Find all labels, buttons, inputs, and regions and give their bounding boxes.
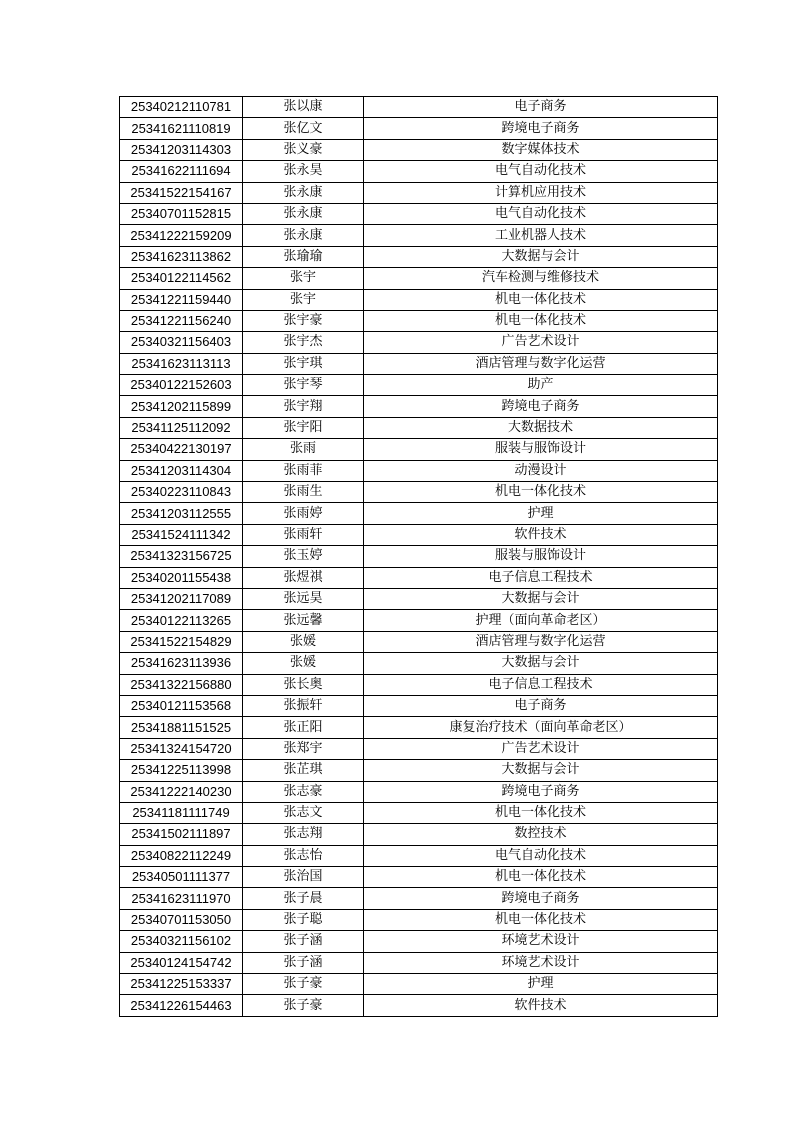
student-id-cell: 25341202117089	[120, 588, 243, 609]
student-id-cell: 25341623113936	[120, 653, 243, 674]
student-name-cell: 张宇杰	[243, 332, 364, 353]
table-row	[120, 760, 718, 781]
table-row	[120, 161, 718, 182]
table-row	[120, 781, 718, 802]
table-row	[120, 995, 718, 1016]
major-cell: 动漫设计	[364, 460, 718, 481]
major-cell: 机电一体化技术	[364, 482, 718, 503]
student-id-cell: 25341322156880	[120, 674, 243, 695]
table-row	[120, 546, 718, 567]
major-cell: 大数据与会计	[364, 588, 718, 609]
major-cell: 广告艺术设计	[364, 332, 718, 353]
student-id-cell: 25340321156102	[120, 931, 243, 952]
student-id-cell: 25341522154167	[120, 182, 243, 203]
table-row	[120, 567, 718, 588]
table-row	[120, 460, 718, 481]
table-row	[120, 503, 718, 524]
major-cell: 机电一体化技术	[364, 802, 718, 823]
student-id-cell: 25341623113113	[120, 353, 243, 374]
student-id-cell: 25341181111749	[120, 802, 243, 823]
major-cell: 电气自动化技术	[364, 203, 718, 224]
table-row	[120, 588, 718, 609]
major-cell: 机电一体化技术	[364, 310, 718, 331]
student-name-cell: 张志怡	[243, 845, 364, 866]
major-cell: 酒店管理与数字化运营	[364, 631, 718, 652]
student-roster-table	[119, 96, 718, 1017]
student-id-cell: 25341125112092	[120, 417, 243, 438]
major-cell: 跨境电子商务	[364, 888, 718, 909]
table-row	[120, 268, 718, 289]
student-name-cell: 张芷琪	[243, 760, 364, 781]
major-cell: 大数据技术	[364, 417, 718, 438]
student-id-cell: 25341522154829	[120, 631, 243, 652]
major-cell: 跨境电子商务	[364, 396, 718, 417]
table-row	[120, 802, 718, 823]
table-row	[120, 182, 718, 203]
major-cell: 电气自动化技术	[364, 161, 718, 182]
table-row	[120, 674, 718, 695]
table-row	[120, 631, 718, 652]
roster-body	[120, 97, 718, 1017]
student-name-cell: 张雨婷	[243, 503, 364, 524]
table-row	[120, 867, 718, 888]
table-row	[120, 824, 718, 845]
student-id-cell: 25341203112555	[120, 503, 243, 524]
student-name-cell: 张永康	[243, 225, 364, 246]
table-row	[120, 439, 718, 460]
student-id-cell: 25341502111897	[120, 824, 243, 845]
major-cell: 环境艺术设计	[364, 931, 718, 952]
major-cell: 大数据与会计	[364, 760, 718, 781]
student-id-cell: 25340701153050	[120, 909, 243, 930]
major-cell: 跨境电子商务	[364, 781, 718, 802]
student-id-cell: 25340122152603	[120, 375, 243, 396]
student-id-cell: 25340223110843	[120, 482, 243, 503]
student-name-cell: 张宇琪	[243, 353, 364, 374]
major-cell: 服装与服饰设计	[364, 546, 718, 567]
student-name-cell: 张雨菲	[243, 460, 364, 481]
student-id-cell: 25341524111342	[120, 524, 243, 545]
student-name-cell: 张振轩	[243, 695, 364, 716]
table-row	[120, 310, 718, 331]
major-cell: 软件技术	[364, 995, 718, 1016]
student-name-cell: 张义豪	[243, 139, 364, 160]
student-id-cell: 25340422130197	[120, 439, 243, 460]
student-id-cell: 25341226154463	[120, 995, 243, 1016]
student-name-cell: 张子涵	[243, 931, 364, 952]
student-name-cell: 张宇琴	[243, 375, 364, 396]
student-id-cell: 25341221159440	[120, 289, 243, 310]
table-row	[120, 246, 718, 267]
student-id-cell: 25341202115899	[120, 396, 243, 417]
student-name-cell: 张雨	[243, 439, 364, 460]
table-row	[120, 610, 718, 631]
table-row	[120, 289, 718, 310]
student-name-cell: 张志翔	[243, 824, 364, 845]
major-cell: 助产	[364, 375, 718, 396]
major-cell: 酒店管理与数字化运营	[364, 353, 718, 374]
table-row	[120, 888, 718, 909]
table-row	[120, 139, 718, 160]
student-id-cell: 25341222159209	[120, 225, 243, 246]
student-name-cell: 张远馨	[243, 610, 364, 631]
table-row	[120, 353, 718, 374]
student-name-cell: 张长奥	[243, 674, 364, 695]
table-row	[120, 225, 718, 246]
major-cell: 计算机应用技术	[364, 182, 718, 203]
major-cell: 电子信息工程技术	[364, 674, 718, 695]
major-cell: 广告艺术设计	[364, 738, 718, 759]
student-name-cell: 张郑宇	[243, 738, 364, 759]
student-name-cell: 张煜祺	[243, 567, 364, 588]
table-row	[120, 845, 718, 866]
student-id-cell: 25341225153337	[120, 974, 243, 995]
student-name-cell: 张亿文	[243, 118, 364, 139]
major-cell: 大数据与会计	[364, 653, 718, 674]
table-row	[120, 97, 718, 118]
student-name-cell: 张子豪	[243, 995, 364, 1016]
student-id-cell: 25340121153568	[120, 695, 243, 716]
major-cell: 护理	[364, 974, 718, 995]
major-cell: 护理（面向革命老区）	[364, 610, 718, 631]
student-id-cell: 25340124154742	[120, 952, 243, 973]
major-cell: 机电一体化技术	[364, 867, 718, 888]
student-id-cell: 25340201155438	[120, 567, 243, 588]
student-name-cell: 张媛	[243, 631, 364, 652]
student-id-cell: 25341221156240	[120, 310, 243, 331]
student-name-cell: 张治国	[243, 867, 364, 888]
student-name-cell: 张雨生	[243, 482, 364, 503]
table-row	[120, 118, 718, 139]
table-row	[120, 974, 718, 995]
student-id-cell: 25340122114562	[120, 268, 243, 289]
table-row	[120, 695, 718, 716]
student-name-cell: 张子聪	[243, 909, 364, 930]
table-row	[120, 931, 718, 952]
student-id-cell: 25340122113265	[120, 610, 243, 631]
student-name-cell: 张宇阳	[243, 417, 364, 438]
major-cell: 服装与服饰设计	[364, 439, 718, 460]
major-cell: 机电一体化技术	[364, 909, 718, 930]
student-name-cell: 张宇翔	[243, 396, 364, 417]
student-name-cell: 张永昊	[243, 161, 364, 182]
student-name-cell: 张雨轩	[243, 524, 364, 545]
student-id-cell: 25341623113862	[120, 246, 243, 267]
student-name-cell: 张子涵	[243, 952, 364, 973]
student-name-cell: 张子豪	[243, 974, 364, 995]
student-name-cell: 张以康	[243, 97, 364, 118]
student-name-cell: 张媛	[243, 653, 364, 674]
table-row	[120, 396, 718, 417]
student-name-cell: 张志豪	[243, 781, 364, 802]
major-cell: 汽车检测与维修技术	[364, 268, 718, 289]
student-id-cell: 25341621110819	[120, 118, 243, 139]
student-id-cell: 25341881151525	[120, 717, 243, 738]
table-row	[120, 332, 718, 353]
student-name-cell: 张子晨	[243, 888, 364, 909]
major-cell: 数控技术	[364, 824, 718, 845]
table-row	[120, 417, 718, 438]
table-row	[120, 203, 718, 224]
major-cell: 康复治疗技术（面向革命老区）	[364, 717, 718, 738]
student-id-cell: 25340212110781	[120, 97, 243, 118]
major-cell: 数字媒体技术	[364, 139, 718, 160]
student-id-cell: 25341324154720	[120, 738, 243, 759]
table-row	[120, 482, 718, 503]
student-id-cell: 25340822112249	[120, 845, 243, 866]
student-name-cell: 张玉婷	[243, 546, 364, 567]
table-row	[120, 952, 718, 973]
student-name-cell: 张宇	[243, 289, 364, 310]
student-id-cell: 25340321156403	[120, 332, 243, 353]
student-name-cell: 张宇豪	[243, 310, 364, 331]
table-row	[120, 524, 718, 545]
major-cell: 机电一体化技术	[364, 289, 718, 310]
student-id-cell: 25341623111970	[120, 888, 243, 909]
table-row	[120, 375, 718, 396]
table-row	[120, 653, 718, 674]
major-cell: 护理	[364, 503, 718, 524]
major-cell: 电子商务	[364, 97, 718, 118]
table-row	[120, 909, 718, 930]
student-name-cell: 张瑜瑜	[243, 246, 364, 267]
student-id-cell: 25341222140230	[120, 781, 243, 802]
major-cell: 电子商务	[364, 695, 718, 716]
student-id-cell: 25341622111694	[120, 161, 243, 182]
major-cell: 跨境电子商务	[364, 118, 718, 139]
student-id-cell: 25340501111377	[120, 867, 243, 888]
major-cell: 大数据与会计	[364, 246, 718, 267]
major-cell: 工业机器人技术	[364, 225, 718, 246]
major-cell: 环境艺术设计	[364, 952, 718, 973]
student-name-cell: 张志文	[243, 802, 364, 823]
student-name-cell: 张正阳	[243, 717, 364, 738]
student-name-cell: 张远昊	[243, 588, 364, 609]
table-row	[120, 717, 718, 738]
student-id-cell: 25341203114304	[120, 460, 243, 481]
student-name-cell: 张宇	[243, 268, 364, 289]
table-row	[120, 738, 718, 759]
student-id-cell: 25341323156725	[120, 546, 243, 567]
student-name-cell: 张永康	[243, 182, 364, 203]
major-cell: 电子信息工程技术	[364, 567, 718, 588]
student-id-cell: 25341203114303	[120, 139, 243, 160]
student-name-cell: 张永康	[243, 203, 364, 224]
major-cell: 电气自动化技术	[364, 845, 718, 866]
student-id-cell: 25341225113998	[120, 760, 243, 781]
major-cell: 软件技术	[364, 524, 718, 545]
student-id-cell: 25340701152815	[120, 203, 243, 224]
